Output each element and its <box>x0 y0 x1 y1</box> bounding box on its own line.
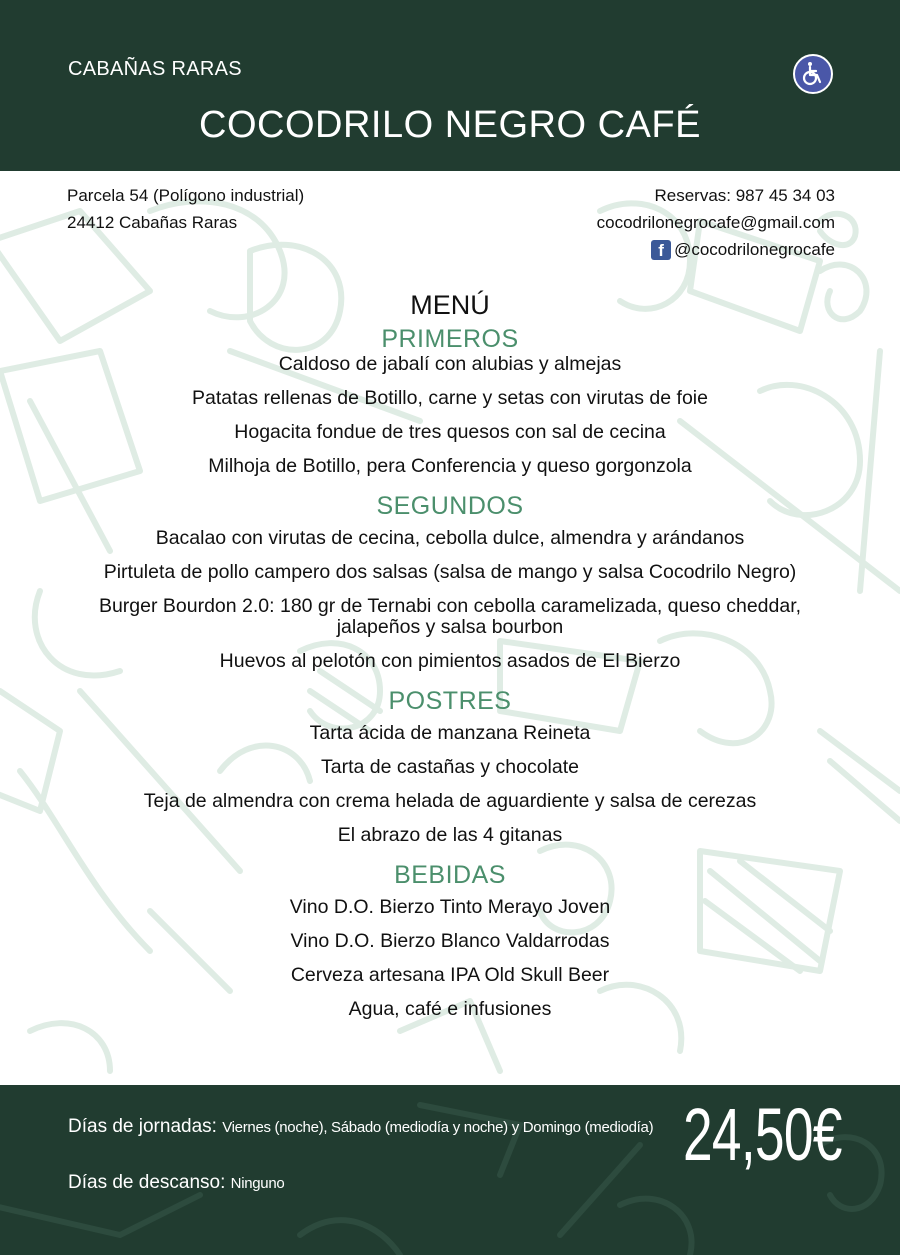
contact-block <box>597 182 835 263</box>
menu-title: MENÚ <box>410 290 490 320</box>
header-banner <box>0 0 900 171</box>
menu-item: Tarta de castañas y chocolate <box>321 756 579 778</box>
menu-item: Patatas rellenas de Botillo, carne y setas con virutas de foie <box>192 387 708 409</box>
reservations-phone: Reservas: 987 45 34 03 <box>654 186 835 205</box>
menu-section-bebidas <box>0 860 900 1026</box>
address-block <box>67 182 304 236</box>
menu-item: Cerveza artesana IPA Old Skull Beer <box>290 964 610 986</box>
rest-days-value: Ninguno <box>230 1175 285 1192</box>
menu-item: Agua, café e infusiones <box>348 998 552 1020</box>
menu-item: Milhoja de Botillo, pera Conferencia y queso gorgonzola <box>208 455 692 477</box>
menu-item: Tarta ácida de manzana Reineta <box>309 722 591 744</box>
facebook-row[interactable] <box>597 236 835 263</box>
footer-banner <box>0 1085 900 1255</box>
rest-days <box>68 1172 284 1194</box>
menu-item: Caldoso de jabalí con alubias y almejas <box>278 353 622 375</box>
section-title: BEBIDAS <box>394 861 506 889</box>
facebook-icon: f <box>651 240 671 260</box>
contact-email[interactable]: cocodrilonegrocafe@gmail.com <box>596 213 835 232</box>
facebook-handle[interactable]: @cocodrilonegrocafe <box>674 240 835 259</box>
menu-price: 24,50€ <box>683 1093 842 1176</box>
menu-item-list <box>0 716 900 852</box>
opening-days-label: Días de jornadas: <box>68 1116 217 1137</box>
wheelchair-icon <box>793 54 833 94</box>
section-title: SEGUNDOS <box>376 492 524 520</box>
menu-item-list <box>0 521 900 678</box>
menu-item: El abrazo de las 4 gitanas <box>337 824 563 846</box>
menu-item-list <box>0 354 900 483</box>
opening-days <box>68 1116 653 1138</box>
address-line-2: 24412 Cabañas Raras <box>67 213 238 232</box>
menu-item: Hogacita fondue de tres quesos con sal de cecina <box>234 421 666 443</box>
menu-item: Burger Bourdon 2.0: 180 gr de Ternabi con cebolla caramelizada, queso cheddar, jalapeños y salsa bourbon <box>98 595 802 638</box>
town-name: CABAÑAS RARAS <box>68 58 242 80</box>
menu-section-postres <box>0 686 900 852</box>
section-title: POSTRES <box>388 687 512 715</box>
address-line-1: Parcela 54 (Polígono industrial) <box>67 186 305 205</box>
menu-section-segundos <box>0 491 900 678</box>
menu-item: Huevos al pelotón con pimientos asados de El Bierzo <box>219 650 681 672</box>
rest-days-label: Días de descanso: <box>68 1172 226 1193</box>
menu-block <box>0 286 900 1026</box>
menu-section-primeros <box>0 324 900 483</box>
restaurant-name: COCODRILO NEGRO CAFÉ <box>199 104 701 146</box>
menu-item: Teja de almendra con crema helada de aguardiente y salsa de cerezas <box>143 790 757 812</box>
section-title: PRIMEROS <box>381 325 519 353</box>
menu-item: Vino D.O. Bierzo Tinto Merayo Joven <box>289 896 611 918</box>
menu-item: Pirtuleta de pollo campero dos salsas (salsa de mango y salsa Cocodrilo Negro) <box>103 561 797 583</box>
menu-item: Vino D.O. Bierzo Blanco Valdarrodas <box>290 930 610 952</box>
opening-days-value: Viernes (noche), Sábado (mediodía y noche) y Domingo (mediodía) <box>222 1119 654 1136</box>
menu-item-list <box>0 890 900 1026</box>
menu-item: Bacalao con virutas de cecina, cebolla dulce, almendra y arándanos <box>155 527 745 549</box>
